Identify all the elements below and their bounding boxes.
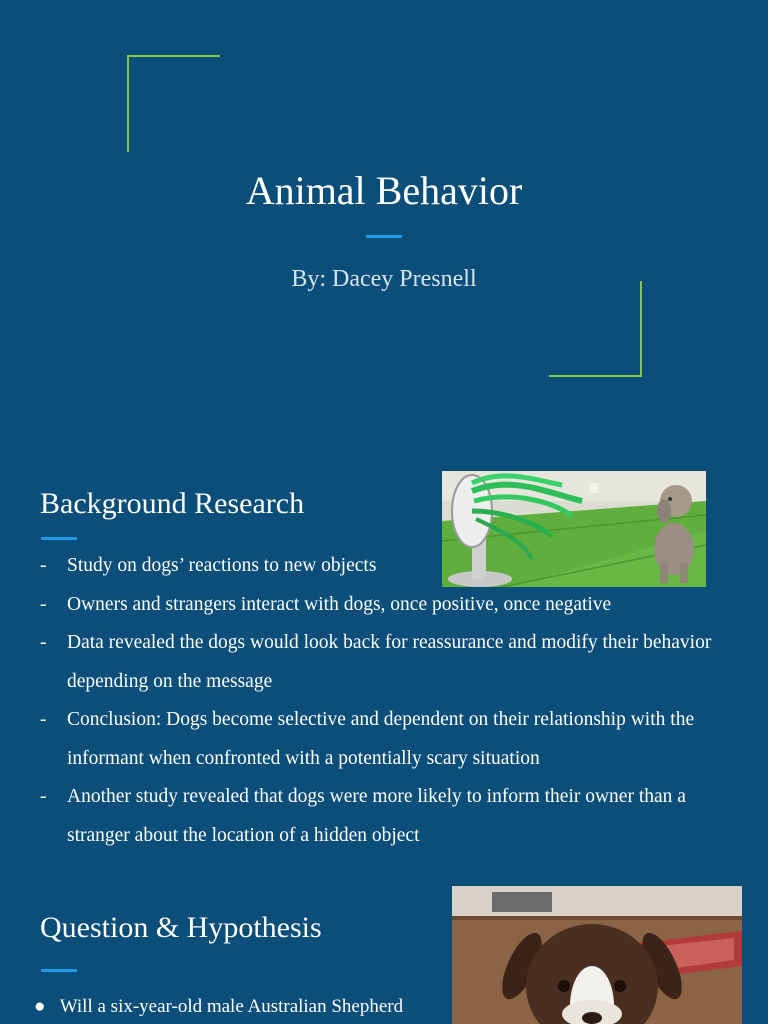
- corner-bracket-bottom-right: [549, 281, 642, 377]
- background-research-slide: [0, 440, 768, 1024]
- title-slide: [0, 0, 768, 440]
- slide-title: Animal Behavior: [245, 168, 523, 213]
- bullet-marker: ●: [34, 996, 46, 1017]
- list-item: [40, 701, 740, 778]
- heading-divider: [41, 969, 77, 972]
- list-item: [40, 778, 740, 855]
- bullet-text: Study on dogs’ reactions to new objects: [67, 555, 377, 576]
- bullet-text: Data revealed the dogs would look back for reassurance and modify their behavior depending on the message: [67, 632, 712, 692]
- australian-shepherd-photo: [452, 886, 742, 1024]
- bullet-marker: -: [40, 786, 47, 807]
- background-heading: Background Research: [40, 487, 305, 520]
- corner-bracket-top-left: [127, 55, 220, 152]
- list-item: [40, 586, 740, 625]
- background-bullet-list: [40, 547, 740, 855]
- slide-subtitle: By: Dacey Presnell: [291, 266, 477, 292]
- question-heading: Question & Hypothesis: [40, 911, 322, 944]
- list-item: [40, 547, 740, 586]
- bullet-marker: -: [40, 593, 47, 615]
- bullet-marker: -: [40, 632, 47, 653]
- bullet-marker: -: [40, 709, 47, 730]
- title-divider: [366, 235, 402, 238]
- heading-divider: [41, 537, 77, 540]
- list-item: [40, 624, 740, 701]
- bullet-marker: -: [40, 555, 47, 576]
- question-bullet: [34, 988, 403, 1024]
- bullet-text: Conclusion: Dogs become selective and dependent on their relationship with the informant when confronted with a potentially scary situation: [67, 709, 695, 769]
- bullet-text: Owners and strangers interact with dogs, once positive, once negative: [67, 593, 612, 615]
- bullet-text: Another study revealed that dogs were more likely to inform their owner than a stranger about the location of a hidden object: [67, 786, 686, 846]
- bullet-text: Will a six-year-old male Australian Shepherd: [59, 996, 404, 1017]
